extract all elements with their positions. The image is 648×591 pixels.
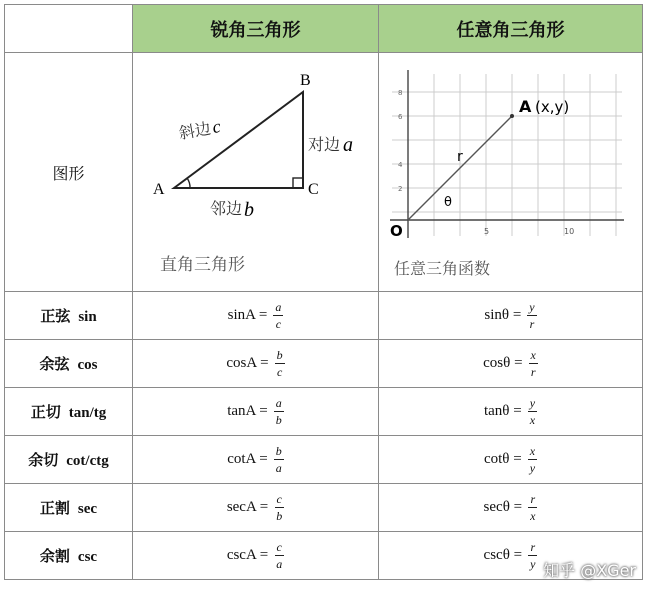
- formula-fraction: [274, 493, 284, 522]
- formula-lhs: secθ =: [483, 499, 523, 515]
- fraction-numerator: y: [529, 396, 536, 410]
- fraction-numerator: x: [529, 444, 536, 458]
- function-row: [5, 388, 643, 436]
- any-formula: [484, 541, 538, 570]
- right-angle-mark: [293, 178, 303, 188]
- function-row: [5, 436, 643, 484]
- function-name-zh: 余切: [28, 451, 59, 469]
- fraction-numerator: a: [275, 396, 282, 410]
- any-formula-cell: [379, 484, 643, 532]
- function-row: [5, 292, 643, 340]
- fraction-denominator: a: [276, 557, 283, 571]
- function-row: [5, 340, 643, 388]
- acute-formula: [227, 493, 284, 522]
- point-coords-label: (x,y): [534, 98, 569, 116]
- formula-fraction: [274, 541, 284, 570]
- hypotenuse-label: [177, 116, 222, 143]
- vertex-a-label: A: [152, 181, 165, 198]
- fraction-numerator: r: [530, 492, 536, 506]
- formula-fraction: [273, 301, 283, 330]
- formula-lhs: cosA =: [226, 355, 269, 371]
- formula-lhs: sinθ =: [484, 307, 522, 323]
- fraction-denominator: b: [275, 413, 282, 427]
- fraction-denominator: x: [530, 509, 536, 523]
- function-name-en: sec: [77, 501, 98, 517]
- acute-formula: [227, 397, 284, 426]
- right-triangle-diagram: [138, 58, 374, 286]
- function-name-zh: 余弦: [39, 355, 70, 373]
- corner-cell: [5, 5, 133, 53]
- function-name-en: cot/ctg: [66, 453, 109, 469]
- angle-a-arc: [187, 178, 190, 188]
- fraction-denominator: r: [529, 317, 535, 331]
- function-name-en: cos: [77, 357, 98, 373]
- y-tick-6: 6: [397, 113, 402, 121]
- fraction-denominator: y: [529, 461, 536, 475]
- formula-lhs: cosθ =: [483, 355, 523, 371]
- formula-fraction: [528, 541, 537, 570]
- formula-fraction: [275, 349, 285, 378]
- fraction-numerator: x: [530, 348, 536, 362]
- formula-lhs: cotθ =: [483, 451, 522, 467]
- function-name-zh: 余割: [39, 547, 70, 565]
- any-formula: [484, 301, 536, 330]
- formula-lhs: sinA =: [227, 307, 268, 323]
- svg-text:斜边: 斜边: [176, 118, 212, 143]
- fraction-numerator: r: [530, 540, 536, 554]
- formula-lhs: cscθ =: [483, 547, 523, 563]
- function-row: [5, 484, 643, 532]
- fraction-numerator: b: [275, 444, 282, 458]
- unit-plot-figure-cell: [379, 53, 643, 292]
- svg-text:c: c: [210, 115, 222, 138]
- adjacent-var: b: [243, 199, 254, 221]
- theta-label: θ: [443, 195, 452, 210]
- acute-formula: [227, 541, 284, 570]
- figure-row-label: 图形: [5, 53, 133, 292]
- x-tick-10: 10: [563, 227, 574, 236]
- opposite-var: a: [342, 134, 353, 156]
- formula-fraction: [528, 493, 537, 522]
- header-acute-triangle: 锐角三角形: [133, 5, 379, 53]
- y-tick-8: 8: [397, 89, 402, 97]
- point-a-label: A: [518, 97, 531, 116]
- function-name-zh: 正割: [39, 499, 70, 517]
- radius-label: r: [456, 149, 463, 165]
- acute-formula-cell: [133, 388, 379, 436]
- fraction-denominator: a: [275, 461, 282, 475]
- plot-grid: [392, 74, 622, 236]
- right-triangle-figure-cell: [133, 53, 379, 292]
- coordinate-plot-diagram: [384, 58, 638, 286]
- formula-lhs: tanA =: [227, 403, 268, 419]
- unit-plot-caption: 任意三角函数: [393, 259, 490, 278]
- right-triangle-caption: 直角三角形: [159, 255, 245, 275]
- fraction-numerator: a: [275, 300, 282, 314]
- formula-lhs: cscA =: [226, 547, 269, 563]
- formula-fraction: [527, 301, 536, 330]
- point-a-marker: [510, 114, 514, 118]
- origin-label: O: [389, 222, 403, 240]
- function-name-cell: [5, 436, 133, 484]
- any-formula-cell: [379, 292, 643, 340]
- any-formula: [483, 349, 538, 378]
- acute-formula-cell: [133, 484, 379, 532]
- formula-fraction: [528, 397, 537, 426]
- acute-formula-cell: [133, 436, 379, 484]
- acute-formula: [227, 445, 284, 474]
- fraction-denominator: x: [529, 413, 536, 427]
- fraction-numerator: b: [276, 348, 283, 362]
- x-tick-5: 5: [483, 227, 489, 236]
- formula-fraction: [528, 445, 537, 474]
- any-formula: [484, 397, 537, 426]
- fraction-denominator: b: [276, 509, 283, 523]
- any-formula-cell: [379, 340, 643, 388]
- fraction-denominator: r: [530, 365, 536, 379]
- any-formula: [484, 445, 537, 474]
- acute-formula-cell: [133, 532, 379, 580]
- function-name-en: tan/tg: [68, 405, 107, 421]
- fraction-denominator: c: [275, 317, 282, 331]
- function-name-en: csc: [77, 549, 98, 565]
- watermark: 知乎 @XGer: [543, 561, 636, 580]
- function-name-en: sin: [78, 309, 97, 325]
- function-name-cell: [5, 292, 133, 340]
- formula-lhs: tanθ =: [483, 403, 522, 419]
- acute-formula-cell: [133, 340, 379, 388]
- y-tick-4: 4: [397, 161, 402, 169]
- fraction-denominator: c: [276, 365, 283, 379]
- vertex-c-label: C: [307, 181, 319, 198]
- acute-formula: [226, 349, 284, 378]
- function-name-cell: [5, 340, 133, 388]
- function-name-cell: [5, 484, 133, 532]
- fraction-numerator: c: [276, 540, 282, 554]
- vertex-b-label: B: [299, 72, 311, 89]
- formula-lhs: secA =: [226, 499, 269, 515]
- function-name-cell: [5, 388, 133, 436]
- any-formula-cell: [379, 436, 643, 484]
- opposite-prefix: 对边: [307, 135, 340, 154]
- header-any-angle-triangle: 任意角三角形: [379, 5, 643, 53]
- fraction-numerator: y: [529, 300, 535, 314]
- function-rows: [5, 292, 643, 580]
- function-name-cell: [5, 532, 133, 580]
- acute-formula: [228, 301, 284, 330]
- formula-fraction: [274, 397, 284, 426]
- acute-formula-cell: [133, 292, 379, 340]
- adjacent-prefix: 邻边: [209, 199, 242, 218]
- formula-fraction: [529, 349, 538, 378]
- function-name-zh: 正切: [30, 403, 61, 421]
- formula-fraction: [274, 445, 284, 474]
- any-formula-cell: [379, 388, 643, 436]
- formula-lhs: cotA =: [227, 451, 268, 467]
- y-tick-2: 2: [397, 185, 402, 193]
- fraction-numerator: c: [276, 492, 282, 506]
- trig-function-table: [4, 4, 643, 580]
- function-name-zh: 正弦: [40, 307, 71, 325]
- fraction-denominator: y: [530, 557, 536, 571]
- any-formula: [484, 493, 538, 522]
